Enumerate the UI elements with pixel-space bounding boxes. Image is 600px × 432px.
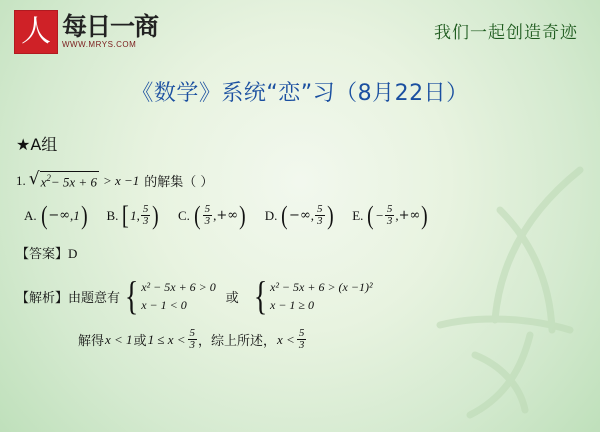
option-a[interactable]: A. ( −∞ , 1 ) [24, 200, 88, 230]
option-c-label: C. [177, 207, 190, 223]
option-e-minus: − [375, 207, 384, 223]
header-slogan: 我们一起创造奇迹 [434, 23, 578, 43]
paren-open-icon: ( [367, 200, 374, 230]
left-brace-icon: { [253, 273, 268, 319]
system-right [251, 273, 373, 319]
option-b-label: B. [106, 207, 119, 223]
paren-close-icon: ) [152, 200, 159, 230]
option-e-upper: +∞ [398, 208, 421, 224]
fraction-numerator: 5 [204, 203, 211, 216]
logo-mark-icon: 人 [14, 10, 58, 54]
option-e-fraction [385, 204, 395, 227]
system-left-row-2: x − 1 < 0 [141, 298, 187, 313]
slide-body [16, 132, 584, 351]
fraction-numerator: 5 [142, 203, 149, 216]
option-d[interactable]: D. ( −∞ , $\frac{5}{3}$ ) [264, 200, 334, 230]
system-left-rows [141, 278, 216, 314]
options-row [16, 200, 584, 230]
option-c[interactable]: C. ( $\frac{5}{3}$ , +∞ ) [177, 200, 246, 230]
answer-value: D [68, 246, 78, 262]
system-left [122, 273, 216, 319]
group-heading: ★A组 [16, 135, 58, 154]
question-number: 1. [16, 172, 26, 188]
system-right-row-2: x − 1 ≥ 0 [270, 298, 315, 313]
radicand-rest: − 5x + 6 [50, 174, 97, 190]
conjunction-or: 或 [225, 290, 239, 306]
option-d-lower: −∞ [289, 208, 311, 224]
fraction-numerator: 5 [298, 327, 305, 340]
question-relation: > x −1 [102, 172, 140, 188]
system-right-row-1: x² − 5x + 6 > (x −1)² [270, 280, 373, 295]
slide-header [0, 0, 600, 62]
system-left-row-1: x² − 5x + 6 > 0 [141, 280, 216, 295]
fraction-numerator: 5 [317, 203, 323, 216]
conclusion-lead: 解得 [78, 334, 105, 350]
paren-close-icon: ) [421, 200, 428, 230]
fraction-denominator: 3 [204, 215, 211, 228]
analysis-lead: 由题意有 [68, 290, 121, 306]
conclusion-or: 或 [133, 334, 147, 350]
system-right-rows [270, 278, 373, 314]
logo-text-block [62, 11, 158, 53]
conclusion-mid: ，综上所述， [198, 334, 277, 350]
radicand-exponent: 2 [46, 173, 51, 183]
question-line [16, 171, 584, 190]
fraction-numerator: 5 [189, 327, 196, 340]
option-d-fraction [315, 204, 325, 227]
brand-logo [14, 10, 158, 54]
radical-inner [40, 171, 99, 190]
option-a-lower: −∞ [48, 208, 71, 224]
option-d-label: D. [264, 207, 278, 223]
option-a-label: A. [24, 207, 37, 223]
radicand-variable: x [40, 174, 47, 190]
conclusion-fraction-2 [297, 328, 307, 351]
conclusion-ineq-2: 1 ≤ x < [147, 331, 186, 347]
option-e[interactable]: E. ( − $\frac{5}{3}$ , +∞ ) [352, 200, 428, 230]
answer-label: 【答案】 [16, 247, 69, 263]
conclusion-fraction-1 [188, 328, 198, 351]
fraction-denominator: 3 [142, 215, 149, 228]
question-tail: 的解集（ ） [144, 175, 214, 191]
option-b[interactable]: B. [ 1 , $\frac{5}{3}$ ) [106, 200, 159, 230]
paren-close-icon: ) [326, 200, 334, 230]
page-title: 《数学》系统“恋”习（8月22日） [131, 81, 469, 106]
paren-close-icon: ) [239, 200, 246, 230]
paren-close-icon: ) [80, 200, 88, 230]
analysis-label: 【解析】 [16, 290, 69, 306]
option-e-label: E. [352, 207, 364, 223]
fraction-denominator: 3 [317, 215, 323, 228]
fraction-numerator: 5 [386, 203, 393, 216]
bracket-open-icon: [ [122, 200, 130, 230]
fraction-denominator: 3 [298, 339, 305, 352]
option-b-fraction [141, 204, 151, 227]
fraction-denominator: 3 [189, 339, 196, 352]
conclusion-ineq-1: x < 1 [105, 331, 133, 347]
option-c-upper: +∞ [216, 208, 239, 224]
conclusion-line [16, 328, 584, 351]
radical-expression [29, 171, 99, 190]
radical-sign-icon: √ [28, 169, 40, 189]
answer-line [16, 243, 584, 262]
paren-open-icon: ( [281, 200, 288, 230]
fraction-denominator: 3 [386, 215, 393, 228]
option-a-upper: 1 [73, 207, 80, 223]
conclusion-ineq-3: x < [277, 331, 295, 347]
paren-open-icon: ( [40, 200, 48, 230]
logo-wordmark: 每日一商 [62, 12, 159, 41]
paren-open-icon: ( [193, 200, 201, 230]
option-b-lower: 1 [130, 207, 137, 223]
option-c-fraction [203, 204, 213, 227]
left-brace-icon: { [124, 273, 139, 319]
analysis-line [16, 273, 584, 319]
logo-url: WWW.MRYS.COM [62, 40, 137, 49]
